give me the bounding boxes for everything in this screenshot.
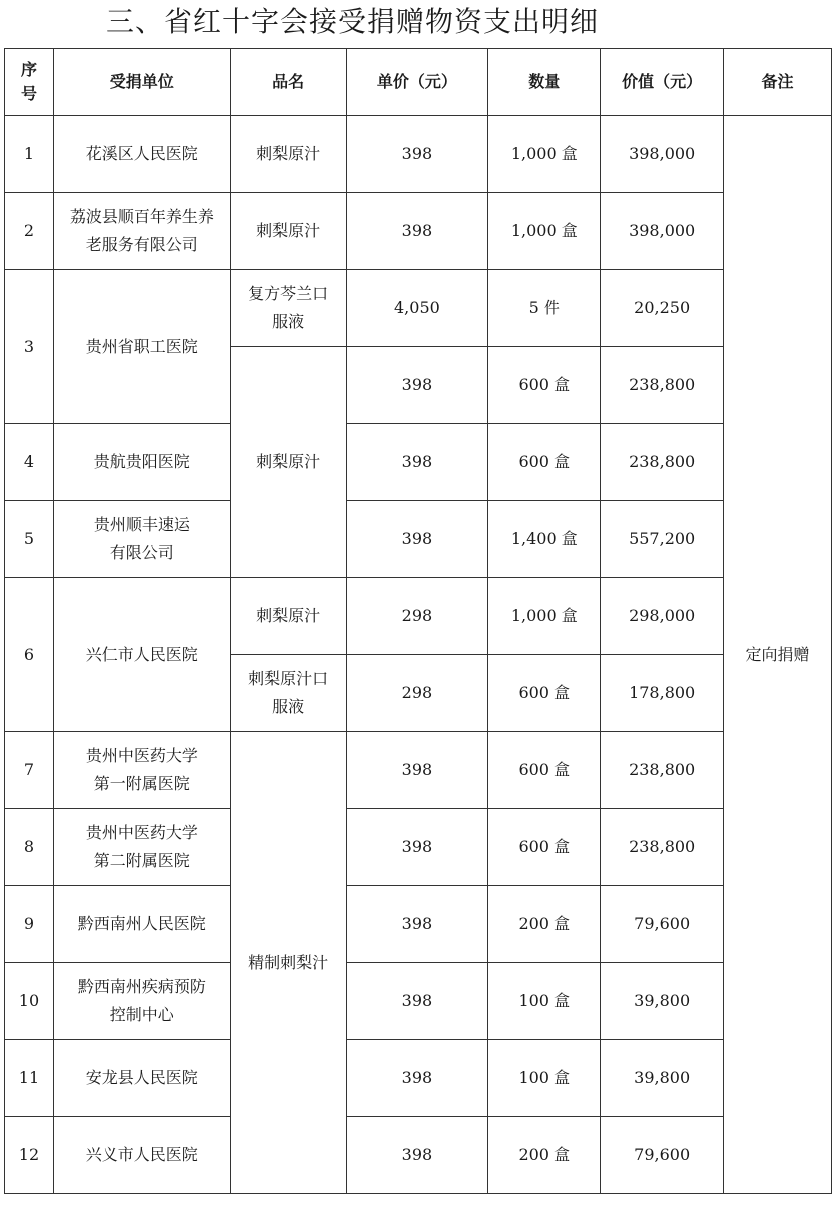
header-row <box>5 49 832 116</box>
value-cell: 39,800 <box>601 1040 724 1117</box>
value-cell: 79,600 <box>601 886 724 963</box>
table-row <box>5 424 832 501</box>
value-cell: 39,800 <box>601 963 724 1040</box>
price-cell: 398 <box>346 424 488 501</box>
seq-cell: 8 <box>5 809 54 886</box>
seq-cell: 7 <box>5 732 54 809</box>
unit-cell: 荔波县顺百年养生养老服务有限公司 <box>53 193 230 270</box>
qty-cell: 600 盒 <box>488 347 601 424</box>
qty-cell: 1,000 盒 <box>488 578 601 655</box>
unit-cell: 贵州中医药大学第二附属医院 <box>53 809 230 886</box>
price-cell: 4,050 <box>346 270 488 347</box>
value-cell: 238,800 <box>601 424 724 501</box>
price-cell: 398 <box>346 886 488 963</box>
seq-cell: 3 <box>5 270 54 424</box>
qty-cell: 1,000 盒 <box>488 116 601 193</box>
item-cell: 刺梨原汁 <box>230 193 346 270</box>
item-cell: 刺梨原汁口服液 <box>230 655 346 732</box>
remark-cell: 定向捐赠 <box>724 116 832 1194</box>
unit-cell: 黔西南州疾病预防控制中心 <box>53 963 230 1040</box>
price-cell: 298 <box>346 578 488 655</box>
value-cell: 238,800 <box>601 732 724 809</box>
unit-cell: 贵州中医药大学第一附属医院 <box>53 732 230 809</box>
table-row <box>5 193 832 270</box>
price-cell: 398 <box>346 193 488 270</box>
item-cell: 刺梨原汁 <box>230 347 346 578</box>
header-item: 品名 <box>230 49 346 116</box>
qty-cell: 1,400 盒 <box>488 501 601 578</box>
qty-cell: 100 盒 <box>488 1040 601 1117</box>
qty-cell: 200 盒 <box>488 1117 601 1194</box>
qty-cell: 600 盒 <box>488 655 601 732</box>
value-cell: 398,000 <box>601 193 724 270</box>
unit-cell: 安龙县人民医院 <box>53 1040 230 1117</box>
header-seq: 序 号 <box>5 49 54 116</box>
value-cell: 79,600 <box>601 1117 724 1194</box>
unit-cell: 花溪区人民医院 <box>53 116 230 193</box>
value-cell: 557,200 <box>601 501 724 578</box>
unit-cell: 兴仁市人民医院 <box>53 578 230 732</box>
seq-cell: 1 <box>5 116 54 193</box>
header-price: 单价（元） <box>346 49 488 116</box>
qty-cell: 100 盒 <box>488 963 601 1040</box>
price-cell: 398 <box>346 963 488 1040</box>
unit-cell: 贵州省职工医院 <box>53 270 230 424</box>
page-title: 三、省红十字会接受捐赠物资支出明细 <box>106 5 600 38</box>
value-cell: 20,250 <box>601 270 724 347</box>
price-cell: 398 <box>346 501 488 578</box>
header-qty: 数量 <box>488 49 601 116</box>
donation-table <box>4 48 832 1194</box>
seq-cell: 9 <box>5 886 54 963</box>
unit-cell: 兴义市人民医院 <box>53 1117 230 1194</box>
table-row <box>5 1117 832 1194</box>
seq-cell: 5 <box>5 501 54 578</box>
table-row <box>5 1040 832 1117</box>
qty-cell: 600 盒 <box>488 424 601 501</box>
price-cell: 398 <box>346 116 488 193</box>
value-cell: 178,800 <box>601 655 724 732</box>
value-cell: 298,000 <box>601 578 724 655</box>
header-unit: 受捐单位 <box>53 49 230 116</box>
price-cell: 398 <box>346 347 488 424</box>
price-cell: 398 <box>346 732 488 809</box>
table-row <box>5 809 832 886</box>
price-cell: 298 <box>346 655 488 732</box>
price-cell: 398 <box>346 1117 488 1194</box>
seq-cell: 4 <box>5 424 54 501</box>
table-row <box>5 270 832 347</box>
unit-cell: 贵州顺丰速运有限公司 <box>53 501 230 578</box>
seq-cell: 10 <box>5 963 54 1040</box>
qty-cell: 200 盒 <box>488 886 601 963</box>
seq-cell: 12 <box>5 1117 54 1194</box>
value-cell: 238,800 <box>601 347 724 424</box>
qty-cell: 1,000 盒 <box>488 193 601 270</box>
header-value: 价值（元） <box>601 49 724 116</box>
qty-cell: 5 件 <box>488 270 601 347</box>
unit-cell: 贵航贵阳医院 <box>53 424 230 501</box>
table-row <box>5 732 832 809</box>
qty-cell: 600 盒 <box>488 732 601 809</box>
table-row <box>5 578 832 655</box>
table-row <box>5 501 832 578</box>
value-cell: 238,800 <box>601 809 724 886</box>
value-cell: 398,000 <box>601 116 724 193</box>
item-cell: 精制刺梨汁 <box>230 732 346 1194</box>
table-row <box>5 116 832 193</box>
header-remark: 备注 <box>724 49 832 116</box>
unit-cell: 黔西南州人民医院 <box>53 886 230 963</box>
item-cell: 刺梨原汁 <box>230 578 346 655</box>
seq-cell: 2 <box>5 193 54 270</box>
seq-cell: 6 <box>5 578 54 732</box>
price-cell: 398 <box>346 1040 488 1117</box>
qty-cell: 600 盒 <box>488 809 601 886</box>
item-cell: 复方芩兰口服液 <box>230 270 346 347</box>
seq-cell: 11 <box>5 1040 54 1117</box>
price-cell: 398 <box>346 809 488 886</box>
table-row <box>5 963 832 1040</box>
table-row <box>5 886 832 963</box>
item-cell: 刺梨原汁 <box>230 116 346 193</box>
